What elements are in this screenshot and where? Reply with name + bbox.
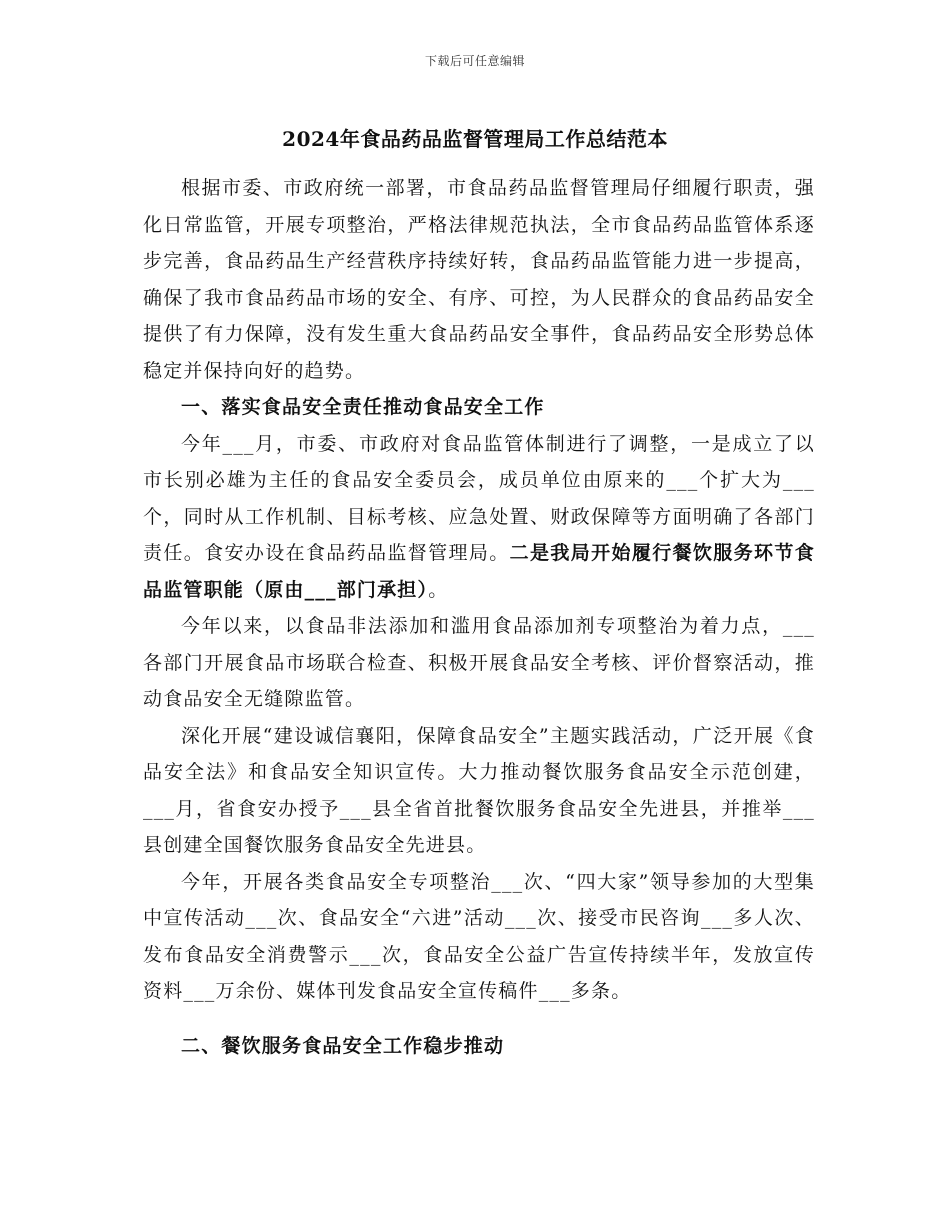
paragraph-adjustment	[143, 426, 815, 609]
section-heading-2: 二、餐饮服务食品安全工作稳步推动	[181, 1034, 505, 1057]
page-header: 下载后可任意编辑	[424, 54, 525, 68]
paragraph-adjustment-tail: 。	[428, 578, 449, 601]
paragraph-integrity-campaign: 深化开展“建设诚信襄阳，保障食品安全”主题实践活动，广泛开展《食品安全法》和食品安全知识宣传。大力推动餐饮服务食品安全示范创建，___月，省食安办授予___县全省首批餐饮服务食品安全先进县，并推举___县创建全国餐饮服务食品安全先进县。	[143, 724, 815, 856]
document-body	[143, 170, 815, 1064]
document-title: 2024年食品药品监督管理局工作总结范本	[282, 127, 668, 151]
paragraph-adjustment-bold-text: 二是我局开始履行餐饮服务环节食品监管职能（原由___部门承担）	[143, 542, 815, 601]
intro-paragraph: 根据市委、市政府统一部署，市食品药品监督管理局仔细履行职责，强化日常监管，开展专项整治，严格法律规范执法，全市食品药品监管体系逐步完善，食品药品生产经营秩序持续好转，食品药品监管能力进一步提高，确保了我市食品药品市场的安全、有序、可控，为人民群众的食品药品安全提供了有力保障，没有发生重大食品药品安全事件，食品药品安全形势总体稳定并保持向好的趋势。	[143, 177, 815, 382]
paragraph-special-rectification: 今年以来，以食品非法添加和滥用食品添加剂专项整治为着力点，___各部门开展食品市场联合检查、积极开展食品安全考核、评价督察活动，推动食品安全无缝隙监管。	[143, 615, 815, 710]
paragraph-statistics: 今年，开展各类食品安全专项整治___次、“四大家”领导参加的大型集中宣传活动___次、食品安全“六进”活动___次、接受市民咨询___多人次、发布食品安全消费警示___次，食品安全公益广告宣传持续半年，发放宣传资料___万余份、媒体刊发食品安全宣传稿件___多条。	[143, 870, 815, 1002]
paragraph-adjustment-text: 今年___月，市委、市政府对食品监管体制进行了调整，一是成立了以市长别必雄为主任的食品安全委员会，成员单位由原来的___个扩大为___个，同时从工作机制、目标考核、应急处置、财政保障等方面明确了各部门责任。食安办设在食品药品监督管理局。	[143, 432, 815, 564]
section-heading-1: 一、落实食品安全责任推动食品安全工作	[181, 396, 545, 418]
